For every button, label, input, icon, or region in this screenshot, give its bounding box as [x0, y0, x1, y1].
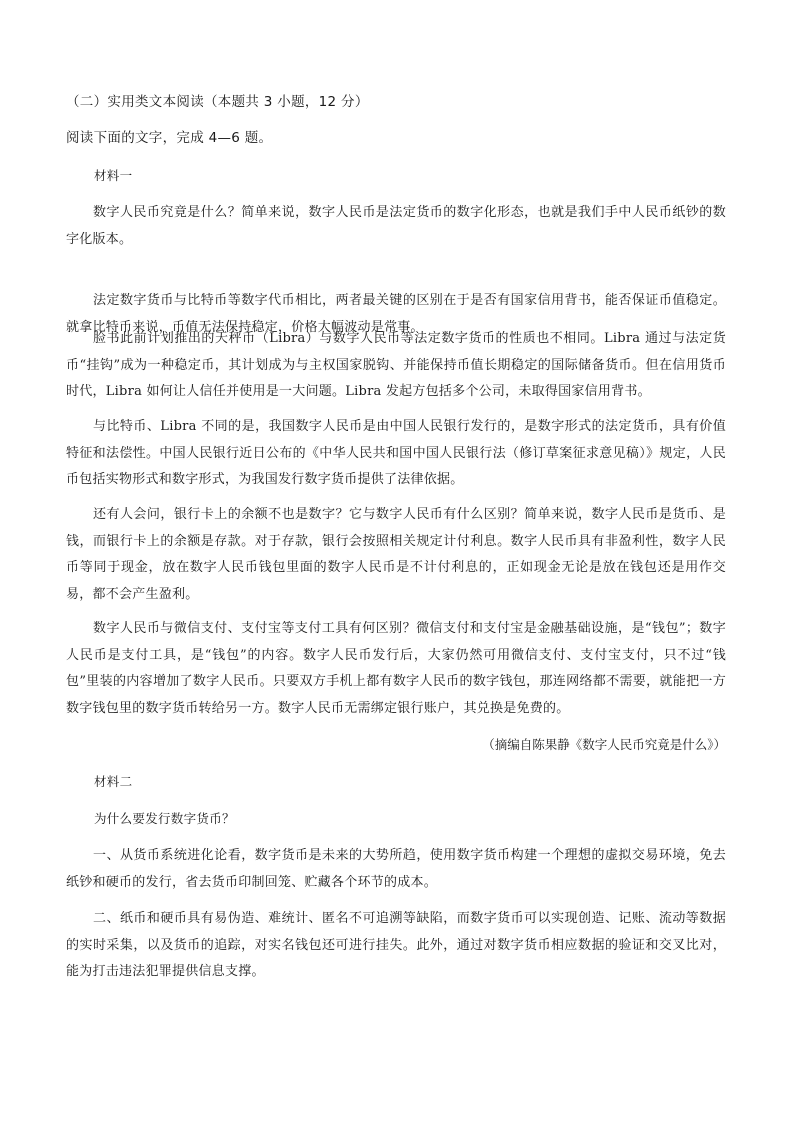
- material-two-label: 材料二: [94, 774, 133, 789]
- material-one-paragraph-5: 还有人会问，银行卡上的余额不也是数字？它与数字人民币有什么区别？简单来说，数字人民币是货币、是钱，而银行卡上的余额是存款。对于存款，银行会按照相关规定计付利息。数字人民币具有非盈利性，数字人民币等同于现金，放在数字人民币钱包里面的数字人民币是不计付利息的，正如现金无论是放在钱包还是用作交易，都不会产生盈利。: [66, 507, 726, 602]
- material-one-label: 材料一: [94, 168, 133, 183]
- section-heading: （二）实用类文本阅读（本题共 3 小题，12 分）: [66, 94, 369, 110]
- material-one-paragraph-4: 与比特币、Libra 不同的是，我国数字人民币是由中国人民银行发行的，是数字形式的法定货币，具有价值特征和法偿性。中国人民银行近日公布的《中华人民共和国中国人民银行法（修订草案征求意见稿）》规定，人民币包括实物形式和数字形式，为我国发行数字货币提供了法律依据。: [66, 419, 726, 487]
- material-one-paragraph-6: 数字人民币与微信支付、支付宝等支付工具有何区别？微信支付和支付宝是金融基础设施，是“钱包”；数字人民币是支付工具，是“钱包”的内容。数字人民币发行后，大家仍然可用微信支付、支付宝支付，只不过“钱包”里装的内容增加了数字人民币。只要双方手机上都有数字人民币的数字钱包，那连网络都不需要，就能把一方数字钱包里的数字货币转给另一方。数字人民币无需绑定银行账户，其兑换是免费的。: [66, 621, 726, 716]
- material-two-question: 为什么要发行数字货币？: [94, 811, 235, 826]
- material-one-paragraph-3: 脸书此前计划推出的天秤币（Libra）与数字人民币等法定数字货币的性质也不相同。Libra 通过与法定货币“挂钩”成为一种稳定币，其计划成为与主权国家脱钩、并能保持币值长期稳定的国际储备货币。但在信用货币时代，Libra 如何让人信任并使用是一大问题。Libra 发起方包括多个公司，未取得国家信用背书。: [66, 331, 726, 399]
- material-two-paragraph-2: 二、纸币和硬币具有易伪造、难统计、匿名不可追溯等缺陷，而数字货币可以实现创造、记账、流动等数据的实时采集，以及货币的追踪，对实名钱包还可进行挂失。此外，通过对数字货币相应数据的验证和交叉比对，能为打击违法犯罪提供信息支撑。: [66, 911, 726, 979]
- reading-instruction: 阅读下面的文字，完成 4—6 题。: [66, 130, 273, 146]
- material-one-paragraph-2: 法定数字货币与比特币等数字代币相比，两者最关键的区别在于是否有国家信用背书，能否保证币值稳定。就拿比特币来说，币值无法保持稳定，价格大幅波动是常事。: [66, 293, 726, 335]
- material-two-paragraph-1: 一、从货币系统进化论看，数字货币是未来的大势所趋，使用数字货币构建一个理想的虚拟交易环境，免去纸钞和硬币的发行，省去货币印制回笼、贮藏各个环节的成本。: [66, 848, 726, 890]
- material-one-source: （摘编自陈果静《数字人民币究竟是什么》）: [482, 737, 726, 752]
- material-one-paragraph-1: 数字人民币究竟是什么？简单来说，数字人民币是法定货币的数字化形态，也就是我们手中人民币纸钞的数字化版本。: [66, 205, 726, 247]
